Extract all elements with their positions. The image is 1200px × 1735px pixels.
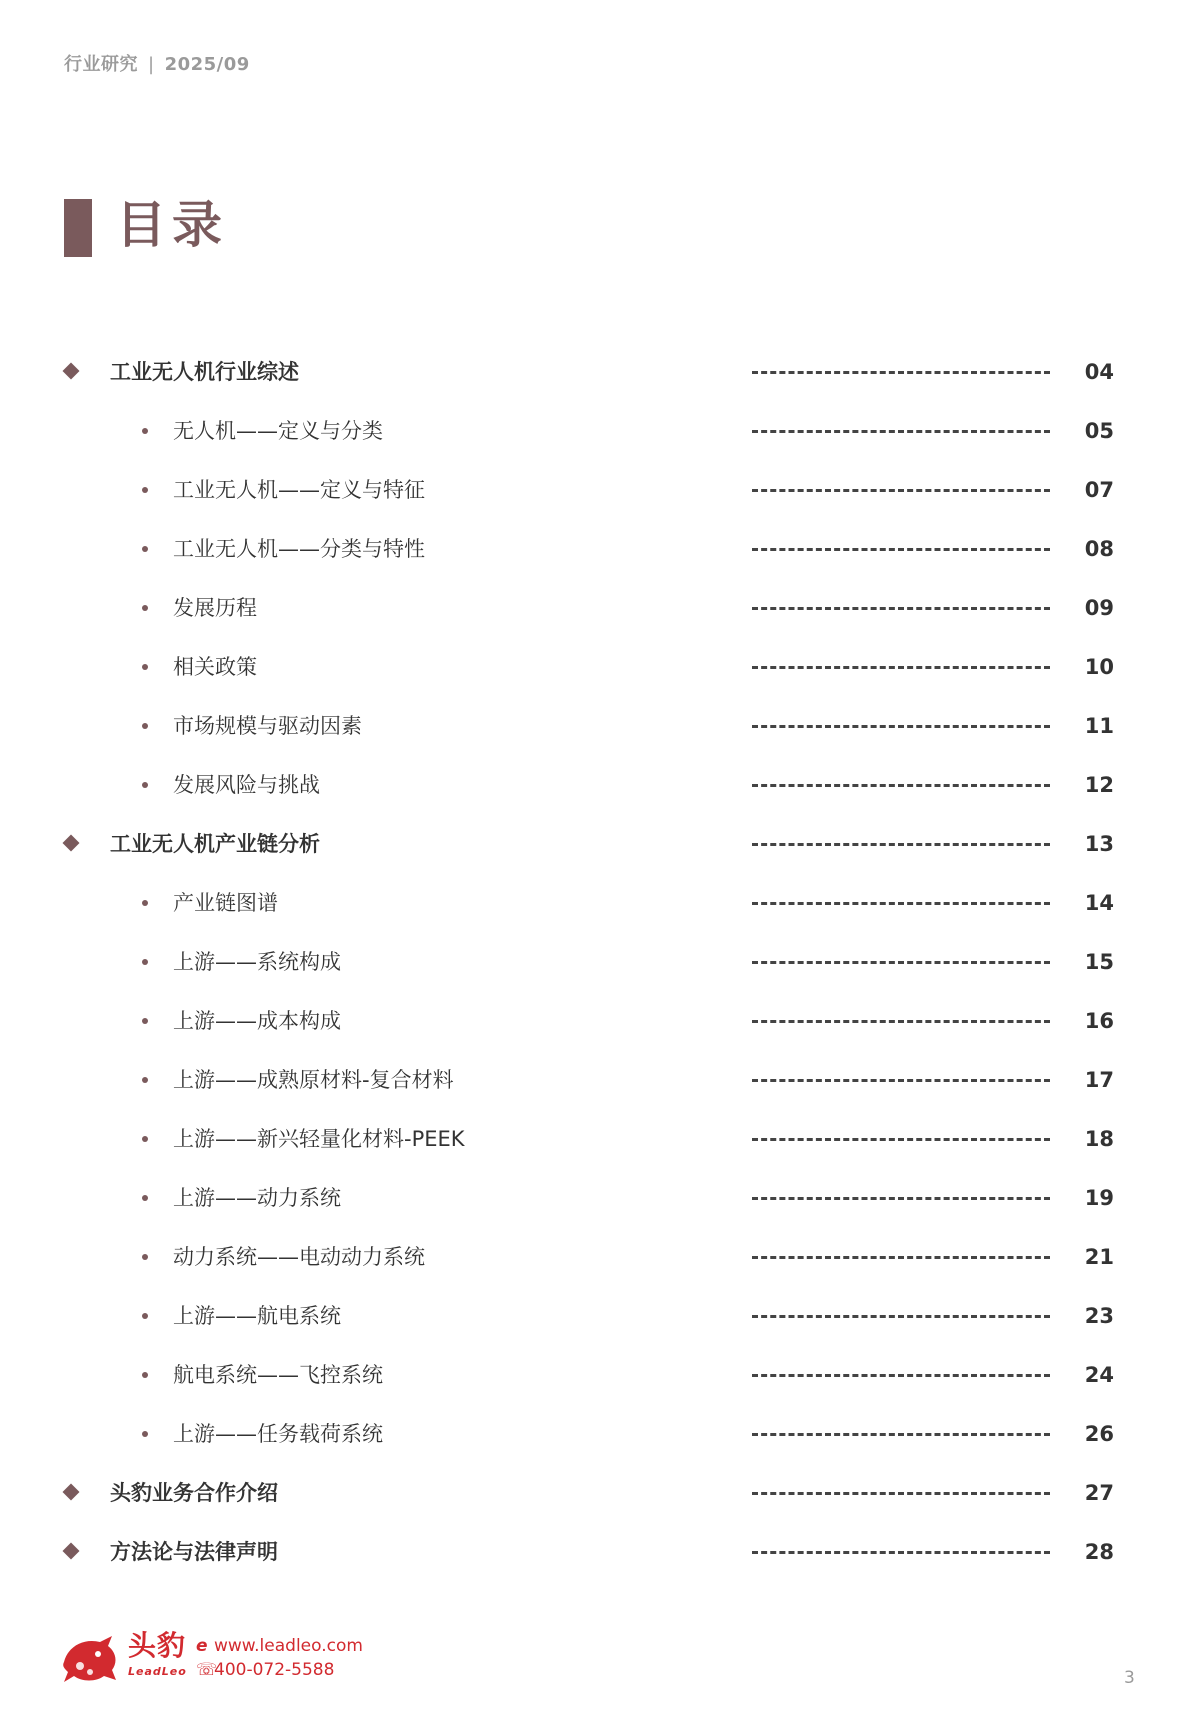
toc-entry-label: 上游——新兴轻量化材料-PEEK bbox=[173, 1127, 465, 1151]
dotted-leader bbox=[752, 961, 1050, 964]
page-number: 3 bbox=[1124, 1668, 1135, 1688]
diamond-bullet-icon bbox=[63, 835, 80, 852]
phone-icon: ☏ bbox=[196, 1660, 218, 1680]
toc-section-row[interactable] bbox=[0, 352, 1200, 392]
toc-page-number: 14 bbox=[1084, 891, 1114, 915]
toc-page-number: 05 bbox=[1084, 419, 1114, 443]
dotted-leader bbox=[752, 902, 1050, 905]
diamond-bullet-icon bbox=[63, 1543, 80, 1560]
toc-entry-label: 上游——任务载荷系统 bbox=[173, 1422, 383, 1446]
toc-entry-label: 动力系统——电动动力系统 bbox=[173, 1245, 425, 1269]
toc-section-row[interactable] bbox=[0, 824, 1200, 864]
header-separator: | bbox=[148, 54, 155, 75]
toc-subsection-row[interactable] bbox=[0, 470, 1200, 510]
toc-page-number: 23 bbox=[1084, 1304, 1114, 1328]
website-link[interactable]: www.leadleo.com bbox=[214, 1636, 363, 1656]
dotted-leader bbox=[752, 1256, 1050, 1259]
toc-entry-label: 上游——动力系统 bbox=[173, 1186, 341, 1210]
toc-page-number: 27 bbox=[1084, 1481, 1114, 1505]
toc-page-number: 16 bbox=[1084, 1009, 1114, 1033]
leopard-logo-icon bbox=[60, 1632, 120, 1686]
page-header bbox=[64, 50, 250, 76]
toc-subsection-row[interactable] bbox=[0, 647, 1200, 687]
title-accent-bar bbox=[64, 199, 92, 257]
toc-page-number: 26 bbox=[1084, 1422, 1114, 1446]
toc-entry-label: 工业无人机——分类与特性 bbox=[173, 537, 425, 561]
toc-entry-label: 相关政策 bbox=[173, 655, 257, 679]
dot-bullet-icon bbox=[142, 1195, 148, 1201]
dot-bullet-icon bbox=[142, 1254, 148, 1260]
toc-subsection-row[interactable] bbox=[0, 765, 1200, 805]
toc-subsection-row[interactable] bbox=[0, 1060, 1200, 1100]
dotted-leader bbox=[752, 607, 1050, 610]
phone-number: 400-072-5588 bbox=[214, 1660, 335, 1680]
toc-page-number: 19 bbox=[1084, 1186, 1114, 1210]
toc-page-number: 09 bbox=[1084, 596, 1114, 620]
dot-bullet-icon bbox=[142, 1372, 148, 1378]
header-category: 行业研究 bbox=[64, 54, 138, 75]
toc-subsection-row[interactable] bbox=[0, 529, 1200, 569]
toc-entry-label: 无人机——定义与分类 bbox=[173, 419, 383, 443]
toc-entry-label: 上游——成熟原材料-复合材料 bbox=[173, 1068, 454, 1092]
toc-entry-label: 产业链图谱 bbox=[173, 891, 278, 915]
dot-bullet-icon bbox=[142, 1313, 148, 1319]
toc-subsection-row[interactable] bbox=[0, 588, 1200, 628]
e-icon: e bbox=[196, 1636, 208, 1656]
toc-page-number: 17 bbox=[1084, 1068, 1114, 1092]
header-date: 2025/09 bbox=[164, 54, 250, 75]
toc-subsection-row[interactable] bbox=[0, 1237, 1200, 1277]
toc-entry-label: 发展历程 bbox=[173, 596, 257, 620]
brand-name-en: LeadLeo bbox=[128, 1665, 187, 1678]
toc-entry-label: 上游——成本构成 bbox=[173, 1009, 341, 1033]
dotted-leader bbox=[752, 843, 1050, 846]
dotted-leader bbox=[752, 1492, 1050, 1495]
toc-entry-label: 工业无人机产业链分析 bbox=[110, 832, 320, 856]
dot-bullet-icon bbox=[142, 546, 148, 552]
toc-subsection-row[interactable] bbox=[0, 1414, 1200, 1454]
dotted-leader bbox=[752, 1374, 1050, 1377]
toc-page-number: 28 bbox=[1084, 1540, 1114, 1564]
phone-contact bbox=[196, 1659, 334, 1681]
dot-bullet-icon bbox=[142, 605, 148, 611]
toc-page-number: 12 bbox=[1084, 773, 1114, 797]
toc-subsection-row[interactable] bbox=[0, 1001, 1200, 1041]
toc-page-number: 08 bbox=[1084, 537, 1114, 561]
dotted-leader bbox=[752, 1315, 1050, 1318]
toc-subsection-row[interactable] bbox=[0, 1178, 1200, 1218]
toc-page-number: 07 bbox=[1084, 478, 1114, 502]
toc-entry-label: 市场规模与驱动因素 bbox=[173, 714, 362, 738]
toc-page-number: 04 bbox=[1084, 360, 1114, 384]
dot-bullet-icon bbox=[142, 959, 148, 965]
dotted-leader bbox=[752, 430, 1050, 433]
toc-page-number: 11 bbox=[1084, 714, 1114, 738]
toc-subsection-row[interactable] bbox=[0, 883, 1200, 923]
toc-section-row[interactable] bbox=[0, 1473, 1200, 1513]
toc-subsection-row[interactable] bbox=[0, 1355, 1200, 1395]
toc-page-number: 10 bbox=[1084, 655, 1114, 679]
dot-bullet-icon bbox=[142, 428, 148, 434]
page-title: 目录 bbox=[116, 196, 228, 254]
brand-name-cn: 头豹 bbox=[128, 1629, 187, 1662]
dotted-leader bbox=[752, 1020, 1050, 1023]
diamond-bullet-icon bbox=[63, 363, 80, 380]
dot-bullet-icon bbox=[142, 664, 148, 670]
dot-bullet-icon bbox=[142, 487, 148, 493]
toc-entry-label: 航电系统——飞控系统 bbox=[173, 1363, 383, 1387]
dotted-leader bbox=[752, 725, 1050, 728]
dot-bullet-icon bbox=[142, 1431, 148, 1437]
toc-subsection-row[interactable] bbox=[0, 942, 1200, 982]
toc-subsection-row[interactable] bbox=[0, 1119, 1200, 1159]
dotted-leader bbox=[752, 371, 1050, 374]
toc-page-number: 21 bbox=[1084, 1245, 1114, 1269]
toc-entry-label: 头豹业务合作介绍 bbox=[110, 1481, 278, 1505]
dot-bullet-icon bbox=[142, 1077, 148, 1083]
dotted-leader bbox=[752, 1197, 1050, 1200]
toc-entry-label: 上游——系统构成 bbox=[173, 950, 341, 974]
toc-subsection-row[interactable] bbox=[0, 411, 1200, 451]
dot-bullet-icon bbox=[142, 1136, 148, 1142]
toc-entry-label: 工业无人机行业综述 bbox=[110, 360, 299, 384]
toc-page-number: 13 bbox=[1084, 832, 1114, 856]
toc-entry-label: 方法论与法律声明 bbox=[110, 1540, 278, 1564]
diamond-bullet-icon bbox=[63, 1484, 80, 1501]
dot-bullet-icon bbox=[142, 1018, 148, 1024]
dotted-leader bbox=[752, 1433, 1050, 1436]
toc-entry-label: 发展风险与挑战 bbox=[173, 773, 320, 797]
dotted-leader bbox=[752, 1079, 1050, 1082]
dot-bullet-icon bbox=[142, 723, 148, 729]
website-contact bbox=[196, 1635, 363, 1657]
dotted-leader bbox=[752, 1138, 1050, 1141]
dotted-leader bbox=[752, 784, 1050, 787]
dotted-leader bbox=[752, 666, 1050, 669]
dot-bullet-icon bbox=[142, 900, 148, 906]
toc-section-row[interactable] bbox=[0, 1532, 1200, 1572]
toc-subsection-row[interactable] bbox=[0, 706, 1200, 746]
dot-bullet-icon bbox=[142, 782, 148, 788]
dotted-leader bbox=[752, 548, 1050, 551]
toc-entry-label: 工业无人机——定义与特征 bbox=[173, 478, 425, 502]
toc-page-number: 15 bbox=[1084, 950, 1114, 974]
toc-page-number: 24 bbox=[1084, 1363, 1114, 1387]
dotted-leader bbox=[752, 489, 1050, 492]
dotted-leader bbox=[752, 1551, 1050, 1554]
toc-page-number: 18 bbox=[1084, 1127, 1114, 1151]
toc-entry-label: 上游——航电系统 bbox=[173, 1304, 341, 1328]
toc-subsection-row[interactable] bbox=[0, 1296, 1200, 1336]
